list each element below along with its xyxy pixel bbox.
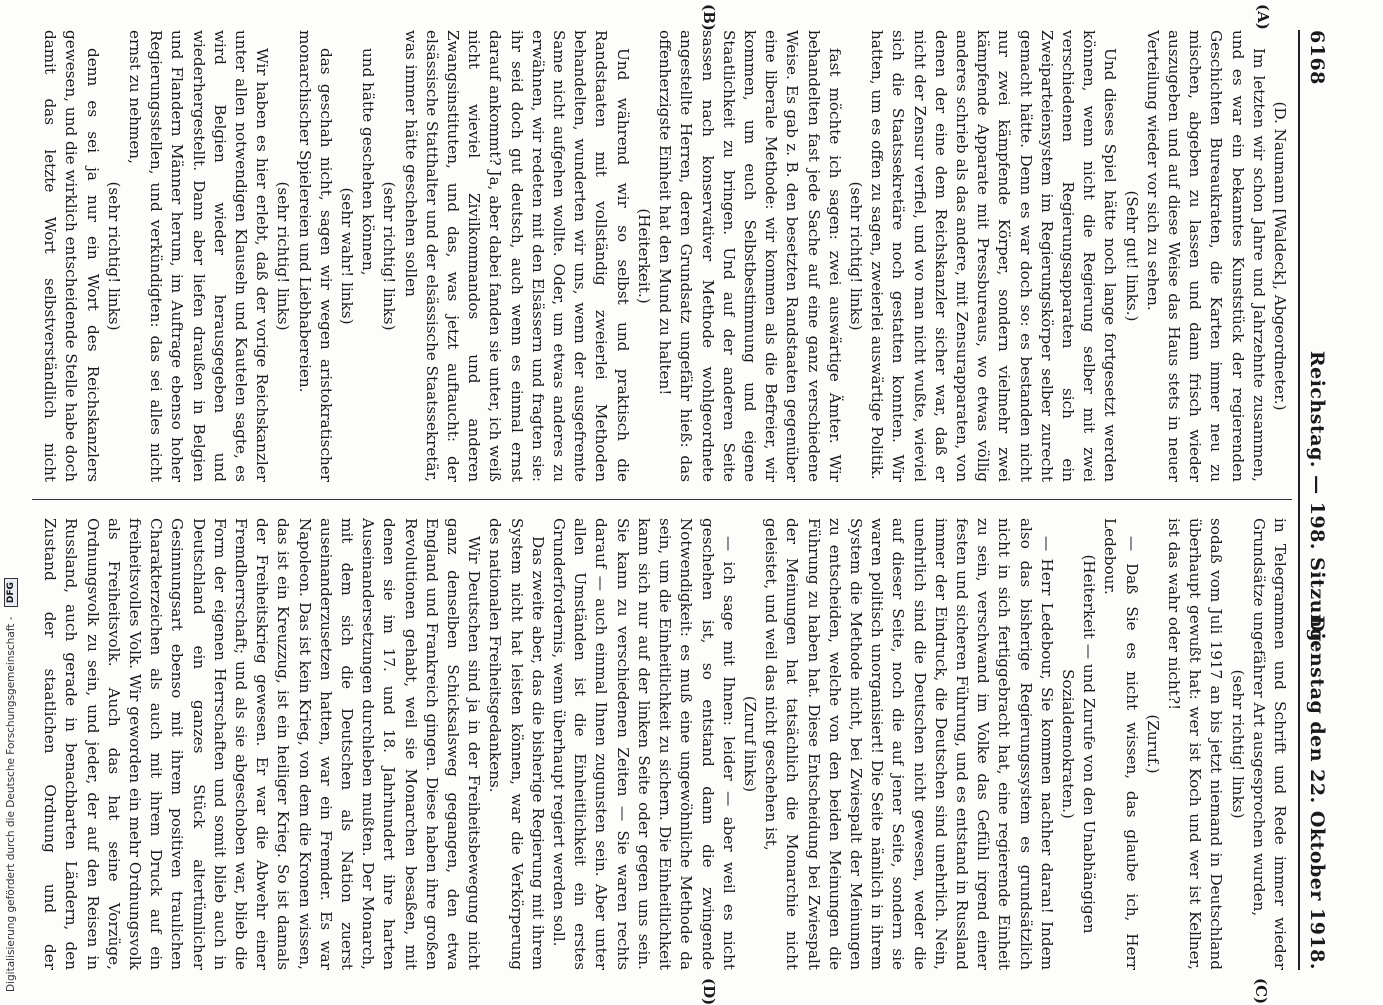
margin-marker-b: (B) xyxy=(700,4,718,31)
digitization-credit xyxy=(0,0,22,1000)
paragraph: Im letzten wir schon Jahre und Jahrzehnte zusammen, und es war ein bekanntes Kunststück der regierenden Geschichten Bureaukraten, die Karten immer neu zu mischen, abgeben zu lassen und dann frisch wieder auszugeben und auf diese Weise das Haus stets in neuer Verteilung wieder vor sich zu sehen. xyxy=(1143,30,1268,482)
paragraph: — ich sage mit Ihnen: leider — aber weil es nicht geschehen ist, so entstand dann die zwingende Notwendigkeit: es muß eine ungewöhnliche Methode da sein, um die Einheitlichkeit zu sichern. Die Einheitlichkeit kann sich nur auf der linken Seite oder gegen uns sein. Sie kann zu verschiedenen Zeiten — Sie waren rechts darauf — auch einmal Ihnen zugunsten sein. Aber unter allen Umständen ist die Einheitlichkeit ein erstes Grunderfordernis, wenn überhaupt regiert werden soll. xyxy=(550,518,738,970)
dfg-logo: DFG xyxy=(4,578,18,607)
interjection: (Heiterkeit — und Zurufe von den Unabhängigen Sozialdemokraten.) xyxy=(1058,554,1099,934)
credit-text: Digitalisierung gefördert durch die Deutsche Forschungsgemeinschaft - xyxy=(5,616,17,992)
paragraph: sodaß vom Juli 1917 an bis jetzt niemand in Deutschland überhaupt gewußt hat: wer ist Koch und wer ist Kellner, ist das wahr oder nicht?! xyxy=(1164,518,1226,970)
paragraph: Und dieses Spiel hätte noch lange fortgesetzt werden können, wenn nicht die Regierung selber mit zwei verschiedenen Regierungsapparaten sich ein Zweiparteiensystem im Regierungskörper selber zurecht gemacht hätte. Denn es war doch so: es bestanden nicht nur zwei kämpfende Körper, sondern vielmehr zwei kämpfende Apparate mit Pressbureaus, wo etwas völlig anderes schrieb als das andere, mit Zensurapparaten, von denen der eine dem Reichskanzler sicher war, daß er nicht der Zensur verfiel, und wo man nicht wußte, wieviel sich die Staatssekretäre noch gestatten konnten. Wir hatten, um es offen zu sagen, zweierlei auswärtige Politik. xyxy=(868,30,1120,482)
margin-marker-d: (D) xyxy=(700,978,718,1005)
paragraph: in Telegrammen und Schrift und Rede immer wieder Grundsätze ungefährer Art ausgesprochen wurden, xyxy=(1249,518,1289,970)
paragraph: und hätte geschehen können, xyxy=(359,48,378,276)
left-text-column xyxy=(40,30,1290,482)
page-header xyxy=(1298,30,1330,970)
interjection: (sehr richtig! links) xyxy=(274,181,293,331)
paragraph: Das zweite aber, das die bisherige Regierung mit ihrem System nicht hat leisten können, war die Verkörperung des nationalen Freiheitsgedankens. xyxy=(486,518,547,970)
interjection: (sehr richtig! links) xyxy=(104,181,123,331)
interjection: (Sehr gut! links.) xyxy=(1122,190,1141,322)
paragraph: fast möchte ich sagen: zwei auswärtige Ämter. Wir behandelten fast jede Sache auf eine ganz verschiedene Weise. Es gab z. B. den besetzten Randstaaten gegenüber eine liberale Methode: wir kommen als die Befreier, wir kommen, um euch Selbstbestimmung und eigene Staatlichkeit zu bringen. Und auf der anderen Seite sassen nach konservativer Methode wohlgeordnete angestellte Herren, deren Grundsatz ungefähr hieß: das offenherzigste Einheit hat den Mund zu halten! xyxy=(656,30,844,482)
paragraph: Wir Deutschen sind ja in der Freiheitsbewegung nicht ganz denselben Schicksalsweg gegangen, den etwa England und Frankreich gingen. Diese haben ihre großen Revolutionen gehabt, weil sie Monarchen besaßen, mit denen sie im 17. und 18. Jahrhundert ihre harten Auseinandersetzungen durchleben mußten. Der Monarch, mit dem sich die Deutschen als Nation zuerst auseinanderzusetzen hatten, war ein Fremder. Es war Napoleon. Das ist kein Krieg, von dem die Kronen wissen, das ist ein Kreuzzug, ist ein heiliger Krieg. So ist damals der Freiheitskrieg gewesen. Er war die Abwehr einer Fremdherrschaft; und als sie abgeschoben war, blieb die Form der eigenen Herrschaften und somit blieb auch in Deutschland ein ganzes Stück altertümlicher Gesinnungsart ebenso mit ihrem positiven traulichen Charakterzeichen als auch mit ihrem Druck auf ein freiheitsvolles Volk. Wir geworden ein mehr Ordnungsvolk als Freiheitsvolk. Auch das hat seine Vorzüge, Ordnungsvolk zu sein, und jeder, der auf den Reisen in Russland, auch gerade in benachbarten Ländern, den Zustand der staatlichen Ordnung und der xyxy=(41,518,484,970)
paragraph: Und während wir so selbst und praktisch die Randstaaten mit vollständig zweierlei Methoden behandelten, wunderten wir uns, wenn der ausgefremte Same nicht aufgehen wollte. Oder, um etwas anderes zu erwähnen, wir redeten mit den Elsässern und fragten sie: ihr seid doch gut deutsch, auch wenn es einmal ernst darauf ankommt? Ja, aber dabei fanden sie unter, ich weiß nicht wieviel Zivilkommandos und anderen Zwangsinstituten, und das, was jetzt auftaucht: der elsässische Statthalter und der elsässische Staatssekretär, was immer hätte geschehen sollen xyxy=(401,30,632,482)
paragraph: denn es sei ja nur ein Wort des Reichskanzlers gewesen, und die wirklich entscheidende Stelle habe doch damit das letzte Wort selbstverständlich nicht xyxy=(41,30,102,482)
right-text-column xyxy=(40,518,1290,970)
paragraph: — Herr Ledebour, Sie kommen nachher daran! Indem also das bisherige Regierungssystem es grundsätzlich nicht in sich fertiggebracht hat, eine regierende Einheit zu sein, verschwand im Volke das Gefühl irgend einer festen und sicheren Führung, und es entstand in Russland immer der Eindruck, die Deutschen sind unehrlich. Nein, unehrlich sind die Deutschen nicht gewesen, weder die auf dieser Seite, noch die auf jener Seite, sondern sie waren politisch unorganisiert! Die Seite nämlich in ihrem System die Methode nicht, bei Zwiespalt der Meinungen zu entscheiden, welche von den beiden Meinungen die Führung zu haben hat. Diese Entscheidung bei Zwiespalt der Meinungen hat tatsächlich die Monarchie nicht geleistet, und weil das nicht geschehen ist, xyxy=(762,518,1056,970)
session-title: Reichstag. — 198. Sitzung. xyxy=(1306,350,1328,650)
interjection: (sehr wahr! links) xyxy=(338,187,357,325)
interjection: (Heiterkeit.) xyxy=(634,208,653,304)
paragraph: das geschah nicht, sagen wir wegen aristokratischer monarchischer Spielereien und Liebhabereien. xyxy=(295,30,335,482)
interjection: (sehr richtig! links) xyxy=(380,181,399,331)
interjection: (Zuruf links) xyxy=(740,695,759,793)
margin-marker-a: (A) xyxy=(1254,4,1272,30)
interjection: (sehr richtig! links) xyxy=(846,181,865,331)
paragraph: — Daß Sie es nicht wissen, das glaube ich, Herr Ledebour. xyxy=(1101,518,1141,970)
interjection: (D. Naumann [Waldeck], Abgeordneter.) xyxy=(1271,101,1289,411)
rotated-page-content xyxy=(30,4,1330,1005)
interjection: (Zuruf.) xyxy=(1143,714,1162,774)
interjection: (sehr richtig! links) xyxy=(1228,669,1247,819)
paragraph: Wir haben es hier erlebt, daß der vorige Reichskanzler unter allen notwendigen Klauseln und Kautelen sagte, es wird Belgien wieder herausgegeben und wiederhergestellt. Dann aber liefen draußen in Belgien und Flandern Männer herum, im Auftrage ebenso hoher Regierungsstellen, und verkündigten: das sei alles nicht ernst zu nehmen, xyxy=(126,30,272,482)
page-number: 6168 xyxy=(1306,30,1328,85)
session-date: Dienstag den 22. Oktober 1918. xyxy=(1306,615,1328,970)
column-divider xyxy=(32,499,1292,500)
margin-marker-c: (C) xyxy=(1252,978,1270,1005)
